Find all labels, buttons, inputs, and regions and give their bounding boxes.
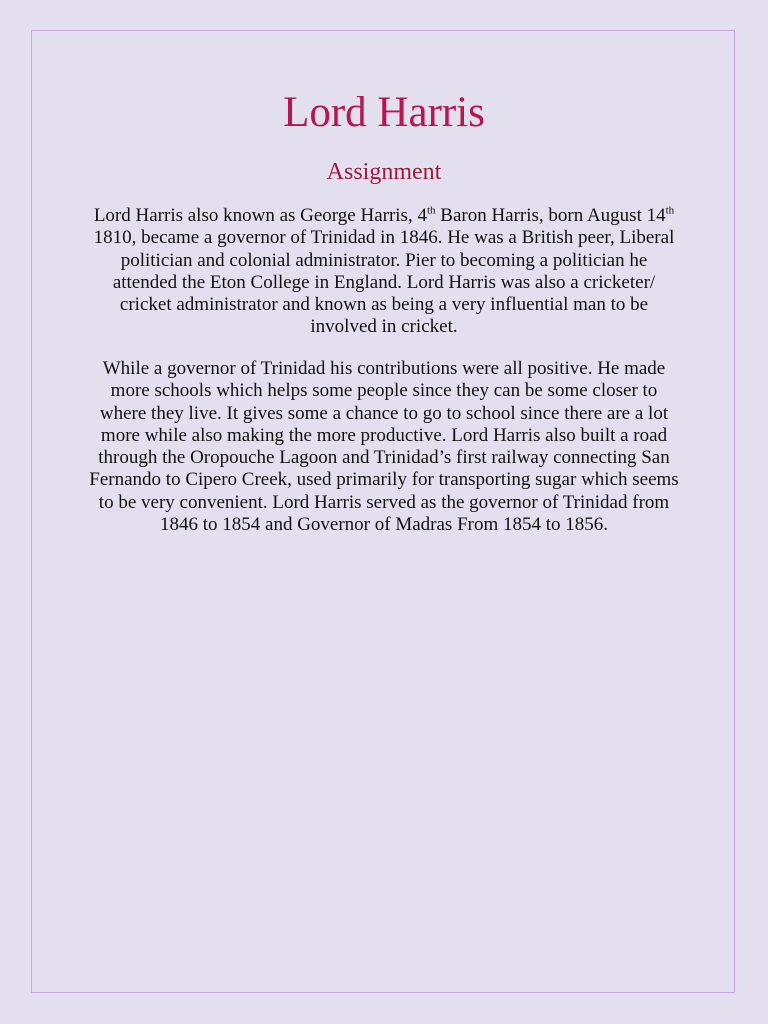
body-paragraph-1 [88,205,680,339]
page-subtitle: Assignment [326,159,442,185]
page-title: Lord Harris [283,89,485,136]
paragraph-1-text-b: Baron Harris, born August 14 [435,205,666,226]
ordinal-suffix-birthdate: th [665,204,675,217]
body-paragraph-2: While a governor of Trinidad his contributions were all positive. He made more schools which helps some people since they can be some closer to where they live. It gives some a chance to go to school since there are a lot more while also making the more productive. Lord Harris also built a road through the Oropouche Lagoon and Trinidad’s first railway connecting San Fernando to Cipero Creek, used primarily for transporting sugar which seems to be very convenient. Lord Harris served as the governor of Trinidad from 1846 to 1854 and Governor of Madras From 1854 to 1856. [89,358,679,536]
ordinal-suffix-baron: th [426,204,436,217]
paragraph-1-text-a: Lord Harris also known as George Harris, 4 [93,205,427,226]
paragraph-1-text-c: 1810, became a governor of Trinidad in 1846. He was a British peer, Liberal politician and colonial administrator. Pier to becoming a politician he attended the Eton College in England. Lord Harris was also a cricketer/ cricket administrator and known as being a very influential man to be involved in cricket. [93,227,675,338]
